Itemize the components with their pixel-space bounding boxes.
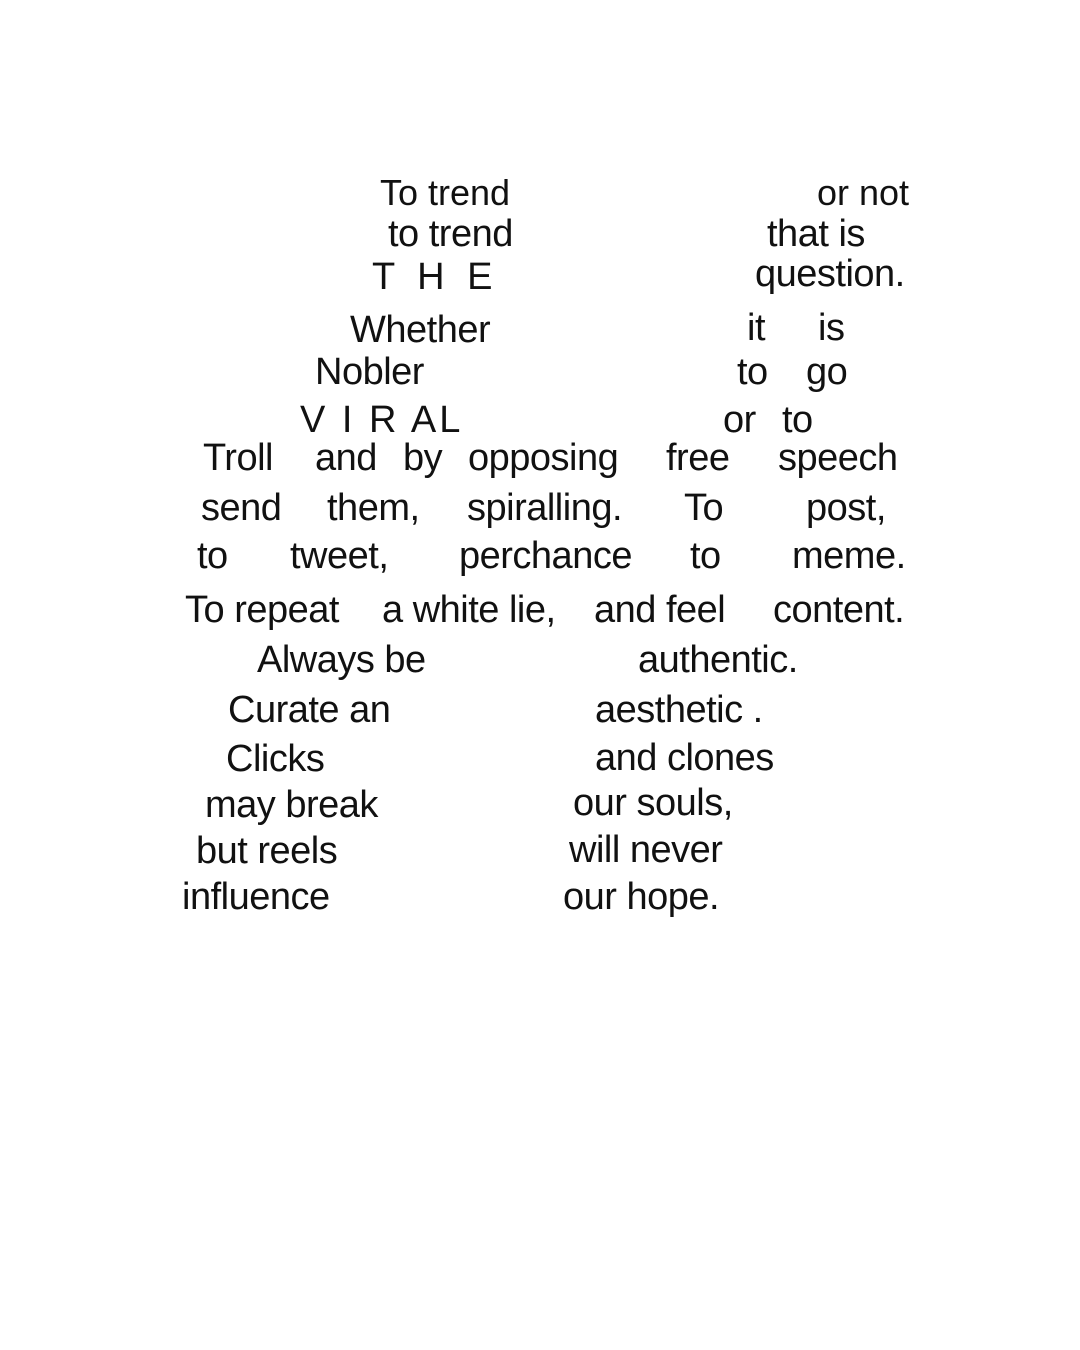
poem-word: our hope.: [563, 876, 720, 918]
poem-word: Whether: [350, 309, 491, 351]
poem-word: to: [737, 351, 768, 393]
poem-word: spiralling.: [467, 487, 623, 529]
poem-word: to trend: [388, 213, 513, 255]
poem-word: meme.: [792, 535, 906, 577]
poem-word: and: [315, 437, 377, 479]
poem-word: Nobler: [315, 351, 424, 393]
poem-word: aesthetic .: [595, 689, 763, 731]
poem-word: or not: [817, 172, 910, 213]
poem-word: our souls,: [573, 782, 733, 824]
poem-word: go: [806, 351, 848, 393]
poem-word: a white lie,: [382, 589, 556, 631]
poem-word: T H E: [372, 256, 499, 298]
poem-word: influence: [182, 876, 330, 918]
poem-word: speech: [778, 437, 898, 479]
poem-word: them,: [327, 487, 420, 529]
poem-word: To repeat: [185, 589, 339, 631]
poem-word: will never: [569, 829, 723, 871]
poem-word: is: [818, 307, 845, 349]
poem-word: opposing: [468, 437, 619, 479]
poem-word: it: [747, 307, 765, 349]
poem-word: authentic.: [638, 639, 798, 681]
poem-word: that is: [767, 213, 865, 255]
poem-word: To: [684, 487, 724, 529]
poem-word: or: [723, 399, 756, 441]
poem-word: question.: [755, 253, 905, 295]
poem-word: may break: [205, 784, 378, 826]
poem-word: tweet,: [290, 535, 389, 577]
poem-word: To trend: [380, 172, 511, 213]
poem-word: free: [666, 437, 730, 479]
poem-word: post,: [806, 487, 886, 529]
poem-word: and feel: [594, 589, 726, 631]
poem-word: Curate an: [228, 689, 391, 731]
poem-word: but reels: [196, 830, 338, 872]
poem-word: V I R AL: [300, 399, 464, 441]
poem-word: Always be: [257, 639, 426, 681]
poem-word: send: [201, 487, 282, 529]
poem-word: by: [403, 437, 443, 479]
poem-word: and clones: [595, 737, 774, 779]
poem-word: to: [197, 535, 228, 577]
poem-word: content.: [773, 589, 905, 631]
poem-word: to: [690, 535, 721, 577]
poem-word: Troll: [203, 437, 273, 479]
poem-word: to: [782, 399, 813, 441]
poem-word: perchance: [459, 535, 632, 577]
poem-word: Clicks: [226, 738, 325, 780]
